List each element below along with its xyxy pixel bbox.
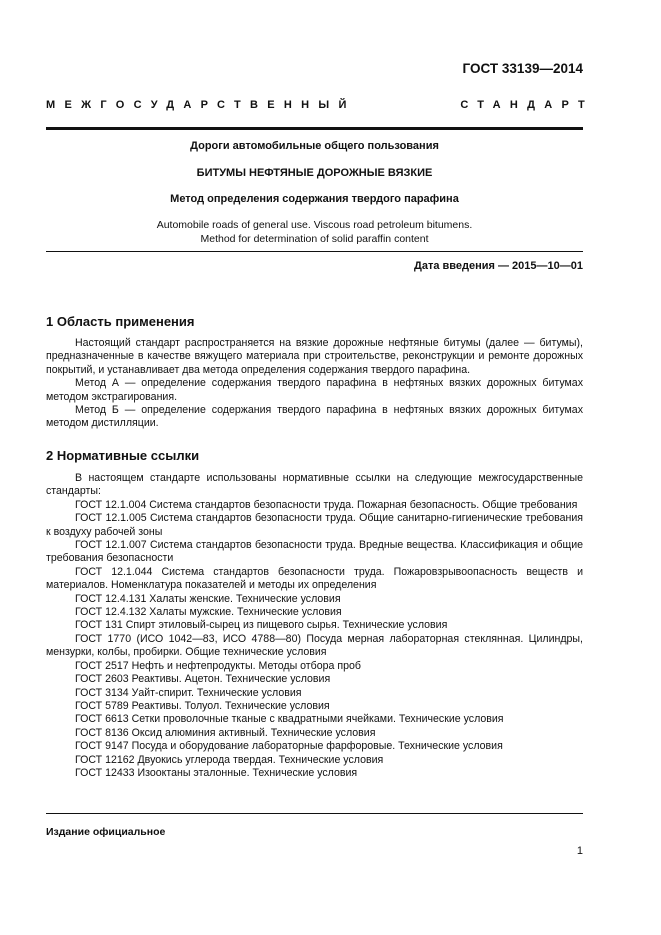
reference-item: ГОСТ 12.1.004 Система стандартов безопасности труда. Пожарная безопасность. Общие требования <box>75 498 578 511</box>
header-divider <box>46 127 583 130</box>
page-number: 1 <box>576 845 583 857</box>
title-divider <box>46 251 583 252</box>
standard-word: СТАНДАРТ <box>460 99 594 111</box>
reference-item: ГОСТ 5789 Реактивы. Толуол. Технические условия <box>75 699 330 712</box>
paragraph: Метод Б — определение содержания твердого парафина в нефтяных вязких дорожных битумах методом дистилляции. <box>46 404 583 430</box>
reference-item: ГОСТ 2517 Нефть и нефтепродукты. Методы отбора проб <box>75 659 361 672</box>
reference-item: ГОСТ 12.1.044 Система стандартов безопасности труда. Пожаровзрывоопасность веществ и материалов. Номенклатура показателей и методы их определения <box>46 565 583 592</box>
reference-item: ГОСТ 12433 Изооктаны эталонные. Технические условия <box>75 766 358 779</box>
section-normative-references <box>46 448 583 780</box>
reference-item: ГОСТ 1770 (ИСО 1042—83, ИСО 4788—80) Посуда мерная лабораторная стеклянная. Цилиндры, мензурки, колбы, пробирки. Общие технические условия <box>46 632 583 659</box>
section-body <box>46 337 583 431</box>
reference-item: ГОСТ 12.1.007 Система стандартов безопасности труда. Вредные вещества. Классификация и общие требования безопасности <box>46 539 583 565</box>
reference-item: ГОСТ 9147 Посуда и оборудование лабораторные фарфоровые. Технические условия <box>75 740 503 753</box>
interstate-standard-heading <box>46 99 594 111</box>
reference-item: ГОСТ 12.4.132 Халаты мужские. Технические условия <box>75 606 342 619</box>
reference-item: ГОСТ 12.1.005 Система стандартов безопасности труда. Общие санитарно-гигиенические требования к воздуху рабочей зоны <box>46 512 583 538</box>
english-title-line-1: Automobile roads of general use. Viscous road petroleum bitumens. <box>156 219 473 231</box>
reference-item: ГОСТ 8136 Оксид алюминия активный. Технические условия <box>75 726 376 739</box>
paragraph: В настоящем стандарте использованы нормативные ссылки на следующие межгосударственные стандарты: <box>46 472 583 498</box>
reference-item: ГОСТ 2603 Реактивы. Ацетон. Технические условия <box>75 673 331 686</box>
section-title: 1 Область применения <box>46 314 195 329</box>
section-title: 2 Нормативные ссылки <box>46 448 200 463</box>
interstate-word: МЕЖГОСУДАРСТВЕННЫЙ <box>46 99 356 111</box>
reference-item: ГОСТ 3134 Уайт-спирит. Технические условия <box>75 686 302 699</box>
section-body <box>46 472 583 780</box>
footer-divider <box>46 813 583 814</box>
english-title <box>46 219 583 246</box>
reference-item: ГОСТ 12162 Двуокись углерода твердая. Технические условия <box>75 753 384 766</box>
gost-code: ГОСТ 33139—2014 <box>462 61 583 76</box>
title-line-3: Метод определения содержания твердого парафина <box>170 193 459 205</box>
section-scope <box>46 314 583 431</box>
edition-note: Издание официальное <box>46 826 166 838</box>
reference-item: ГОСТ 12.4.131 Халаты женские. Технические условия <box>75 592 341 605</box>
reference-item: ГОСТ 131 Спирт этиловый-сырец из пищевого сырья. Технические условия <box>75 619 448 632</box>
reference-item: ГОСТ 6613 Сетки проволочные тканые с квадратными ячейками. Технические условия <box>75 713 504 726</box>
title-line-2: БИТУМЫ НЕФТЯНЫЕ ДОРОЖНЫЕ ВЯЗКИЕ <box>196 167 433 179</box>
intro-date: Дата введения — 2015—10—01 <box>414 260 583 272</box>
title-line-1: Дороги автомобильные общего пользования <box>190 140 439 152</box>
paragraph: Метод А — определение содержания твердого парафина в нефтяных вязких дорожных битумах методом экстрагирования. <box>46 377 583 403</box>
english-title-line-2: Method for determination of solid paraffin content <box>200 232 429 245</box>
paragraph: Настоящий стандарт распространяется на вязкие дорожные нефтяные битумы (далее — битумы), предназначенные в качестве вяжущего материала при строительстве, реконструкции и ремонте дорожных покрытий, и устанавливает два метода определения содержания твердого парафина. <box>46 337 583 376</box>
